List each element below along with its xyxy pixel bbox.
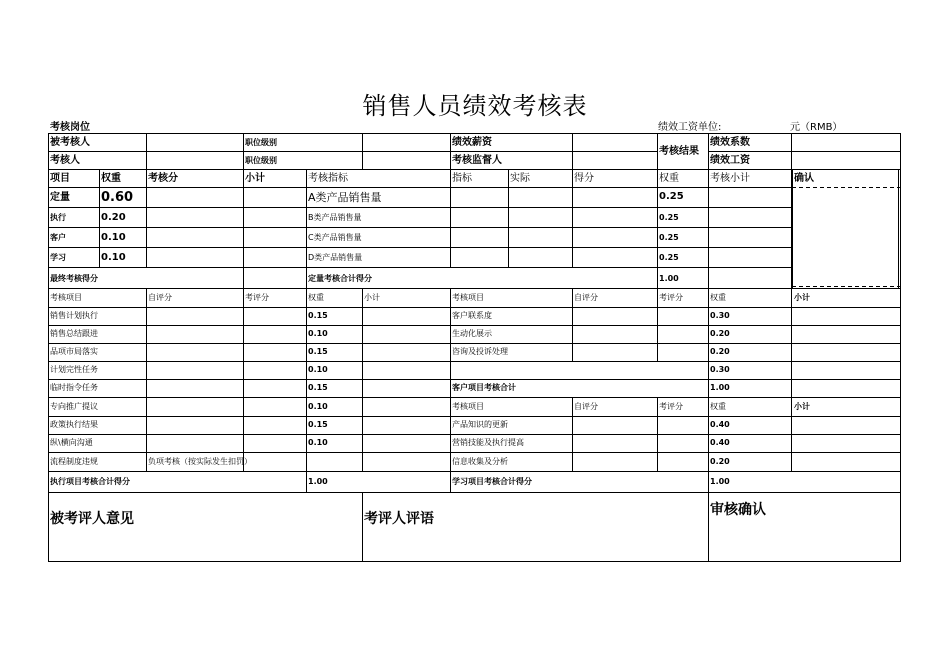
learn-item-weight: 0.20 (710, 457, 730, 466)
page-title: 销售人员绩效考核表 (362, 92, 588, 120)
level-label-2: 职位级别 (245, 156, 277, 165)
quant-item-weight: 0.25 (659, 233, 679, 242)
col-item: 项目 (50, 173, 70, 184)
salary-unit-value: 元（RMB） (790, 122, 843, 133)
exec-col-review: 考评分 (245, 293, 269, 302)
learn-item-name: 信息收集及分析 (452, 457, 508, 466)
cust-total-weight: 1.00 (710, 383, 730, 392)
learn-total-weight: 1.00 (710, 477, 730, 486)
appraisee-label: 被考核人 (50, 137, 90, 148)
exec-item-weight: 0.15 (308, 311, 328, 320)
col-subtotal: 小计 (245, 173, 265, 184)
confirm-area[interactable] (792, 186, 900, 284)
exec-col-item: 考核项目 (50, 293, 82, 302)
col-weight2: 权重 (659, 173, 679, 184)
exec-item-weight: 0.15 (308, 347, 328, 356)
exec-item-name: 品项市局落实 (50, 347, 98, 356)
appraisee-opinion-label: 被考评人意见 (50, 511, 134, 527)
quant-item-name: C类产品销售量 (308, 233, 362, 242)
learn-col-self: 自评分 (574, 402, 598, 411)
cust-col-item: 考核项目 (452, 293, 484, 302)
category-weight: 0.10 (101, 252, 126, 263)
exec-item-name: 流程制度违规 (50, 457, 98, 466)
quant-total-label: 定量考核合计得分 (308, 274, 372, 283)
col-indicator: 考核指标 (308, 173, 348, 184)
quant-item-name: A类产品销售量 (308, 191, 382, 204)
col-confirm: 确认 (794, 173, 814, 184)
salary-unit-label: 绩效工资单位: (658, 122, 722, 133)
exec-total-weight: 1.00 (308, 477, 328, 486)
learn-col-sub: 小计 (794, 402, 810, 411)
col-score: 考核分 (148, 173, 178, 184)
quant-item-weight: 0.25 (659, 253, 679, 262)
exec-col-weight: 权重 (308, 293, 324, 302)
quant-item-name: D类产品销售量 (308, 253, 363, 262)
cust-total-label: 客户项目考核合计 (452, 383, 516, 392)
cust-col-self: 自评分 (574, 293, 598, 302)
exec-total-label: 执行项目考核合计得分 (50, 477, 130, 486)
exec-item-name: 销售计划执行 (50, 311, 98, 320)
col-actual: 实际 (510, 173, 530, 184)
category-name: 定量 (50, 192, 70, 203)
exec-col-self: 自评分 (148, 293, 172, 302)
category-weight: 0.20 (101, 212, 126, 223)
exec-item-name: 临时指令任务 (50, 383, 98, 392)
coefficient-label: 绩效系数 (710, 137, 750, 148)
exec-item-name: 销售总结跟进 (50, 329, 98, 338)
audit-confirm-label: 审核确认 (710, 502, 766, 518)
col-weight: 权重 (101, 173, 121, 184)
cust-col-sub: 小计 (794, 293, 810, 302)
quant-item-name: B类产品销售量 (308, 213, 362, 222)
cust-item-weight: 0.20 (710, 347, 730, 356)
exec-item-weight: 0.10 (308, 438, 328, 447)
exec-item-weight: 0.15 (308, 383, 328, 392)
cust-col-review: 考评分 (659, 293, 683, 302)
col-sub2: 考核小计 (710, 173, 750, 184)
learn-total-label: 学习项目考核合计得分 (452, 477, 532, 486)
learn-col-review: 考评分 (659, 402, 683, 411)
appraiser-comment-label: 考评人评语 (364, 511, 434, 527)
cust-item-name: 客户联系度 (452, 311, 492, 320)
exec-col-sub: 小计 (364, 293, 380, 302)
quant-item-weight: 0.25 (659, 191, 684, 202)
appraiser-label: 考核人 (50, 155, 80, 166)
final-score-label: 最终考核得分 (50, 274, 98, 283)
perf-wage-label: 绩效工资 (710, 155, 750, 166)
exec-item-weight: 0.10 (308, 402, 328, 411)
col-points: 得分 (574, 173, 594, 184)
cust-col-weight: 权重 (710, 293, 726, 302)
category-name: 客户 (50, 233, 66, 242)
supervisor-label: 考核监督人 (452, 155, 502, 166)
cust-item-weight: 0.30 (710, 365, 730, 374)
exec-item-note: 负项考核（按实际发生扣罚） (148, 457, 252, 466)
learn-item-weight: 0.40 (710, 420, 730, 429)
quant-item-weight: 0.25 (659, 213, 679, 222)
cust-item-name: 生动化展示 (452, 329, 492, 338)
category-name: 学习 (50, 253, 66, 262)
cust-item-weight: 0.30 (710, 311, 730, 320)
col-target: 指标 (452, 173, 472, 184)
cust-item-name: 咨询及投诉处理 (452, 347, 508, 356)
exec-item-name: 计划完性任务 (50, 365, 98, 374)
category-weight: 0.10 (101, 232, 126, 243)
exec-item-name: 专向推广提议 (50, 402, 98, 411)
learn-col-item: 考核项目 (452, 402, 484, 411)
exec-item-name: 纵\横向沟通 (50, 438, 93, 447)
exec-item-weight: 0.10 (308, 365, 328, 374)
position-label: 考核岗位 (50, 122, 90, 133)
quant-total-weight: 1.00 (659, 274, 679, 283)
exec-item-weight: 0.10 (308, 329, 328, 338)
cust-item-weight: 0.20 (710, 329, 730, 338)
level-label-1: 职位级别 (245, 138, 277, 147)
learn-item-name: 产品知识的更新 (452, 420, 508, 429)
exec-item-name: 政策执行结果 (50, 420, 98, 429)
category-weight: 0.60 (101, 190, 134, 205)
learn-col-weight: 权重 (710, 402, 726, 411)
learn-item-weight: 0.40 (710, 438, 730, 447)
learn-item-name: 营销技能及执行提高 (452, 438, 524, 447)
exec-item-weight: 0.15 (308, 420, 328, 429)
result-label: 考核结果 (659, 146, 699, 157)
category-name: 执行 (50, 213, 66, 222)
perf-pay-label: 绩效薪资 (452, 137, 492, 148)
